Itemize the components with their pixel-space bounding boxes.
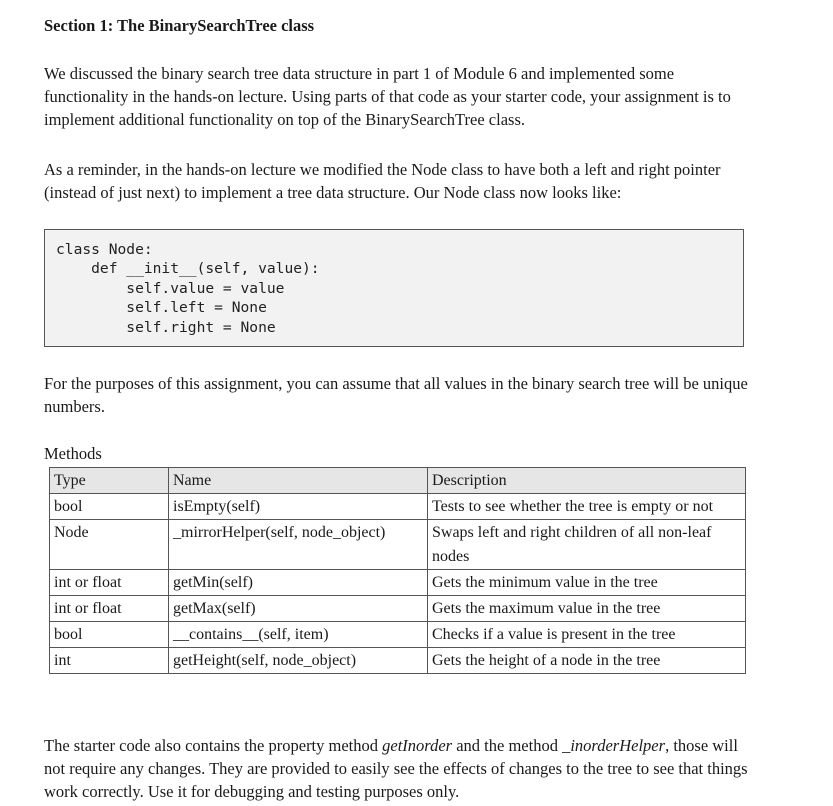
code-line: self.left = None [56,299,267,317]
assumption-paragraph: For the purposes of this assignment, you can assume that all values in the binary search tree will be unique numbers. [44,374,748,416]
intro-paragraph: We discussed the binary search tree data structure in part 1 of Module 6 and implemented some functionality in the hands-on lecture. Using parts of that code as your starter code, your assignment is to implement additional functionality on top of the BinarySearchTree class. [44,64,731,129]
cell-name: _mirrorHelper(self, node_object) [169,519,428,569]
getinorder-term: getInorder [382,736,453,755]
table-row [50,493,746,519]
inorderhelper-term: _inorderHelper [562,736,666,755]
cell-description: Checks if a value is present in the tree [428,621,746,647]
table-row [50,569,746,595]
cell-type: int or float [50,595,169,621]
cell-description: Gets the height of a node in the tree [428,647,746,673]
header-type: Type [50,468,169,494]
text-run: and the method [452,736,563,755]
table-row [50,647,746,673]
starter-code-paragraph [44,734,749,803]
cell-type: int [50,647,169,673]
cell-description: Gets the maximum value in the tree [428,595,746,621]
text-run: The starter code also contains the property method [44,736,383,755]
cell-description: Swaps left and right children of all non-leaf nodes [428,519,746,569]
header-description: Description [428,468,746,494]
reminder-paragraph: As a reminder, in the hands-on lecture we modified the Node class to have both a left and right pointer (instead of just next) to implement a tree data structure. Our Node class now looks like: [44,160,721,202]
code-line: class Node: [56,241,153,258]
cell-name: getHeight(self, node_object) [169,647,428,673]
code-line: self.value = value [56,279,285,297]
cell-type: bool [50,493,169,519]
cell-type: int or float [50,569,169,595]
code-block [44,229,744,347]
code-text [56,240,320,337]
code-line: self.right = None [56,318,276,336]
cell-description: Gets the minimum value in the tree [428,569,746,595]
code-line: def __init__(self, value): [56,260,320,278]
table-row [50,621,746,647]
cell-name: __contains__(self, item) [169,621,428,647]
methods-table [49,467,746,674]
table-row [50,519,746,569]
cell-type: Node [50,519,169,569]
cell-name: isEmpty(self) [169,493,428,519]
table-row [50,595,746,621]
cell-description: Tests to see whether the tree is empty or not [428,493,746,519]
cell-name: getMax(self) [169,595,428,621]
text-run: , those will not require any changes. They are provided to easily see the effects of changes to the tree to see that things work correctly. Use it for debugging and testing purposes only. [44,736,748,801]
table-header-row [50,468,746,494]
section-heading: Section 1: The BinarySearchTree class [44,16,315,35]
cell-name: getMin(self) [169,569,428,595]
header-name: Name [169,468,428,494]
methods-label: Methods [44,444,102,463]
cell-type: bool [50,621,169,647]
